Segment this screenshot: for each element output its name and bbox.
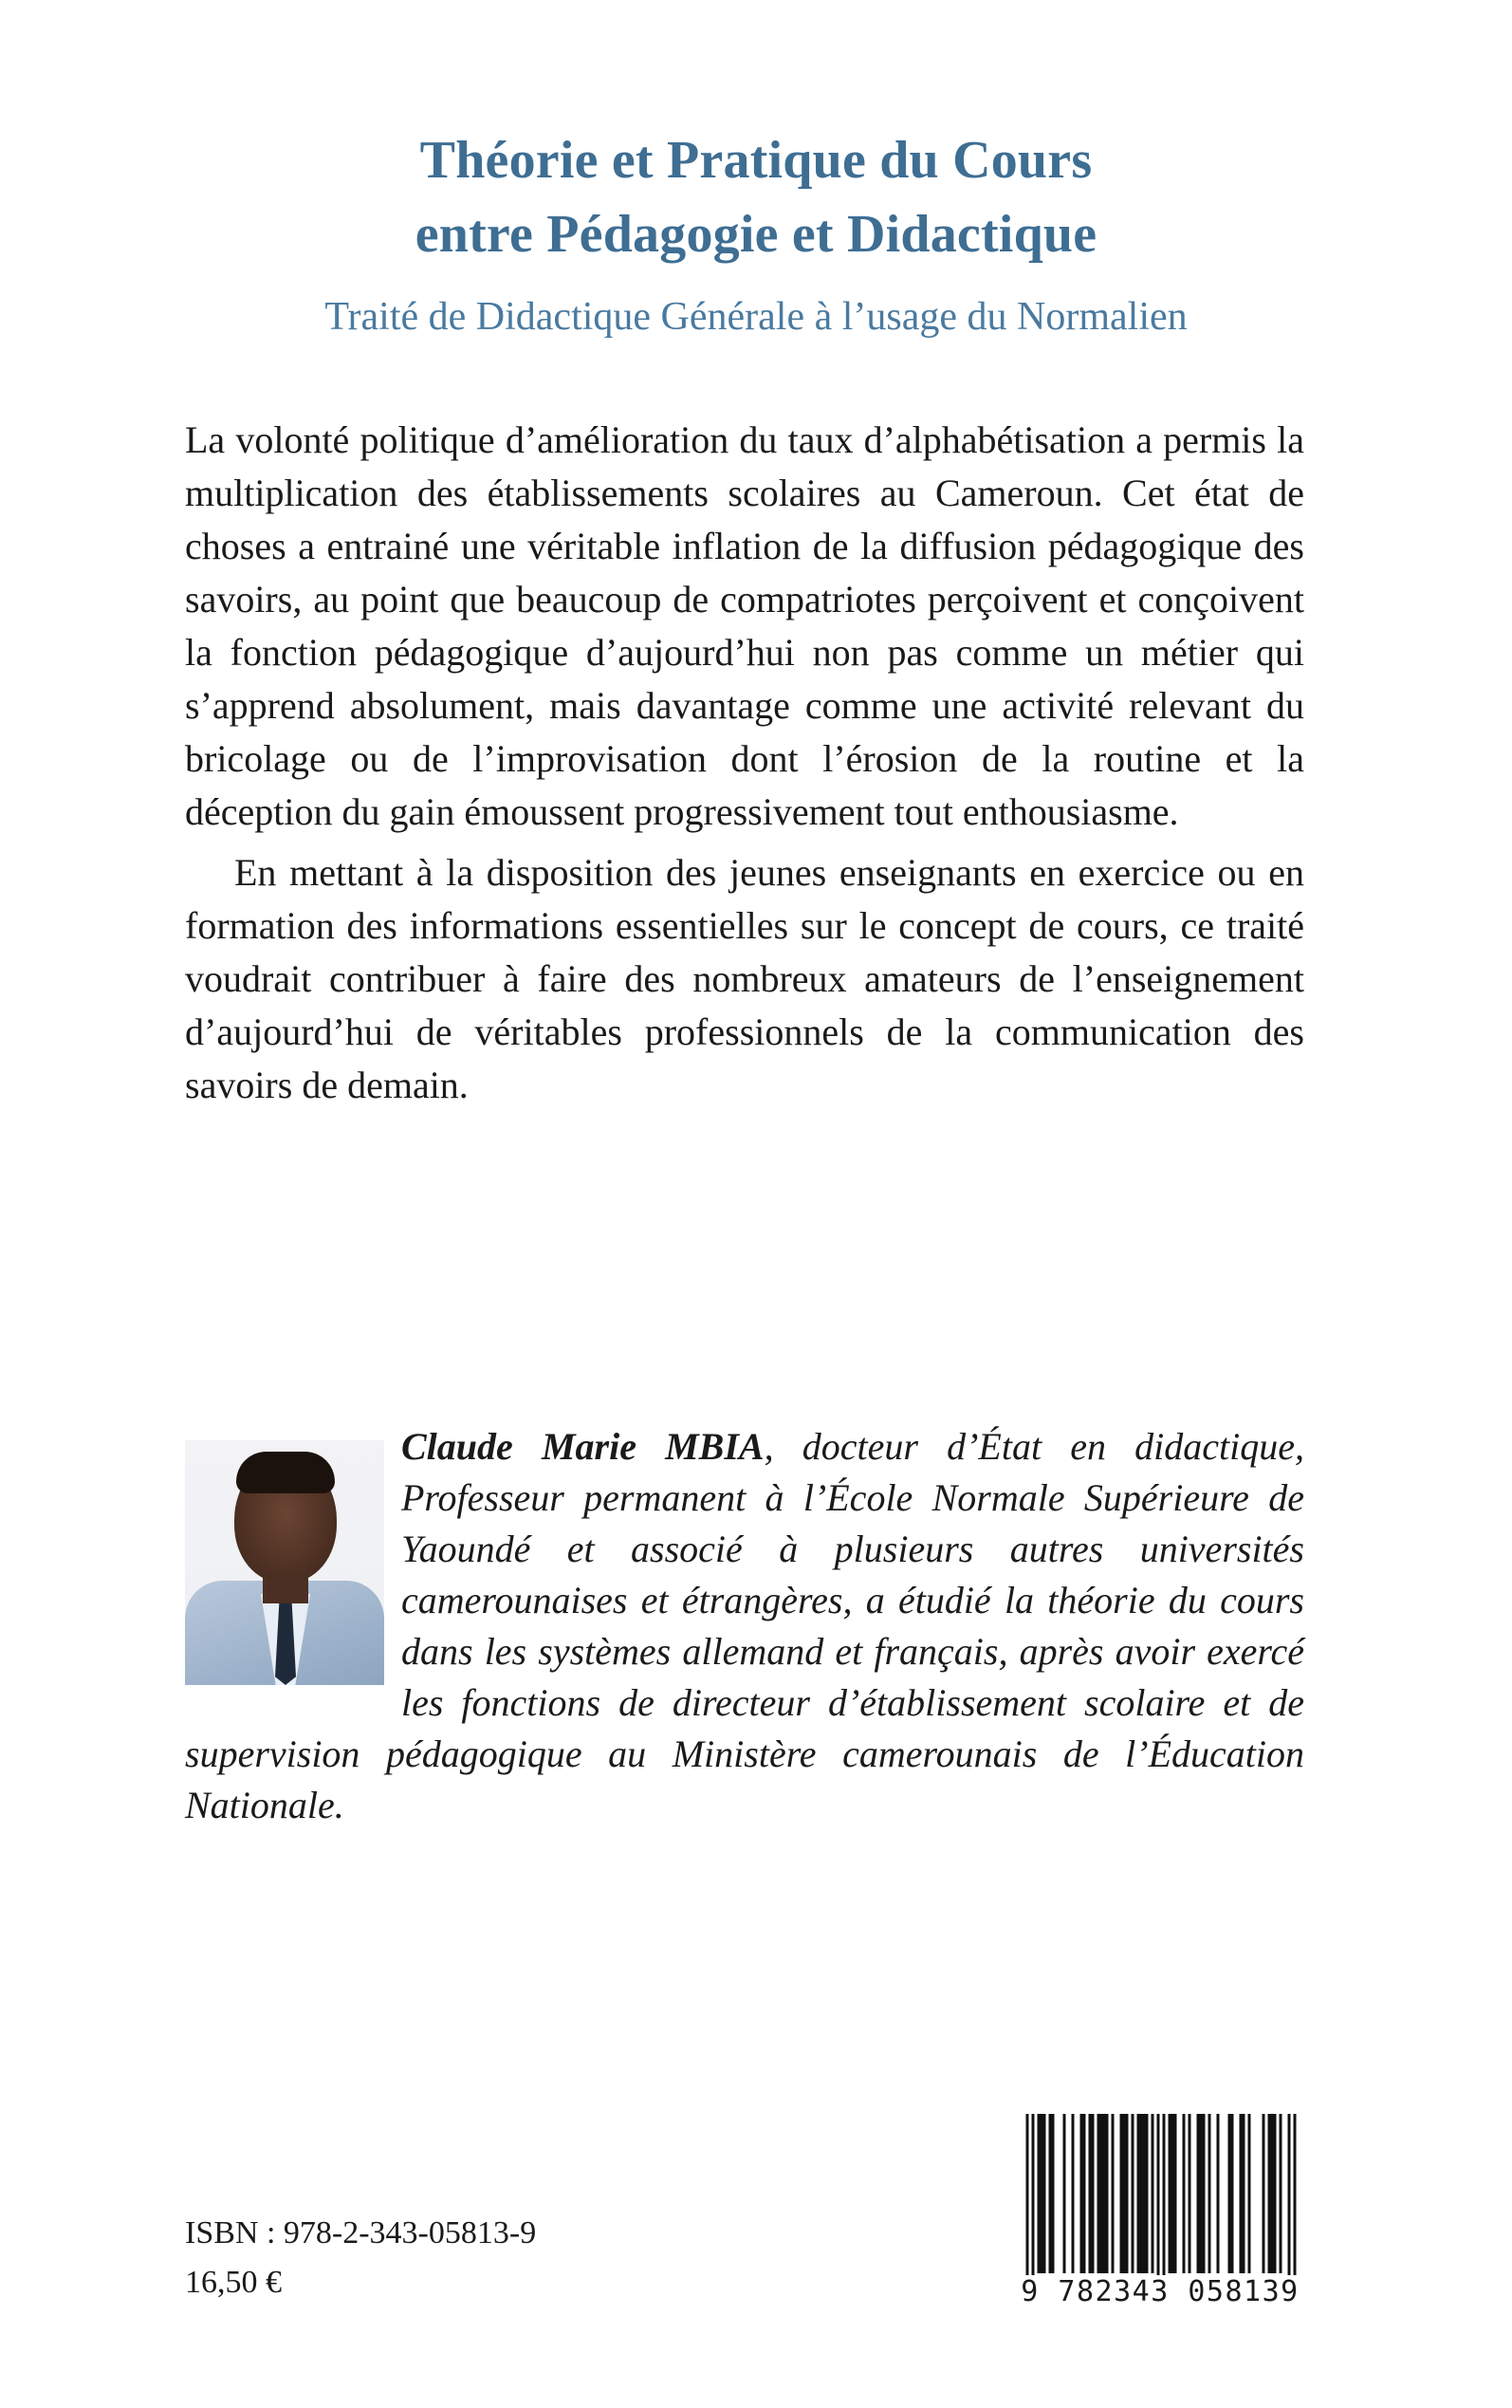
barcode-bar <box>1280 2114 1282 2273</box>
barcode-bar <box>1041 2114 1043 2273</box>
barcode-bar <box>1171 2114 1174 2273</box>
price: 16,50 € <box>185 2265 282 2300</box>
barcode-bar <box>1243 2114 1245 2273</box>
author-name: Claude Marie MBIA <box>401 1425 765 1468</box>
barcode-bar <box>1231 2114 1234 2273</box>
barcode-bar <box>1100 2114 1103 2273</box>
barcode-digits: 9 782343 058139 <box>1011 2275 1309 2309</box>
barcode-bar <box>1132 2114 1134 2273</box>
barcode-bar <box>1248 2114 1251 2273</box>
barcode-bar <box>1208 2114 1211 2273</box>
barcode-bar <box>1052 2114 1055 2273</box>
barcode-bar <box>1092 2114 1095 2273</box>
author-bio-text: , docteur d’État en didactique, Professeur permanent à l’École Normale Supérieure de Yaoundé et associé à plusieurs autres universités camerounaises et étrangères, a étudié la théorie du cours dans les systèmes allemand et français, après avoir exercé les fonctions de directeur d’établissement scolaire et de supervision pédagogique au Ministère camerounais de l’Éducation Nationale. <box>185 1425 1304 1826</box>
barcode-bar <box>1197 2114 1200 2273</box>
barcode-bar <box>1271 2114 1274 2273</box>
barcode-bar <box>1203 2114 1206 2273</box>
barcode-bar <box>1174 2114 1177 2273</box>
barcode-bar <box>1169 2114 1171 2273</box>
barcode-bar <box>1112 2114 1115 2273</box>
barcode-bar <box>1103 2114 1106 2273</box>
barcode-bar <box>1189 2114 1191 2273</box>
blurb <box>185 414 1304 1112</box>
isbn: ISBN : 978-2-343-05813-9 <box>185 2215 537 2251</box>
barcode-bar <box>1120 2114 1123 2273</box>
author-photo <box>185 1440 384 1685</box>
barcode-bar <box>1123 2114 1126 2273</box>
barcode-bar <box>1228 2114 1231 2273</box>
barcode-bar <box>1126 2114 1129 2273</box>
book-title-line-1: Théorie et Pratique du Cours <box>419 131 1093 190</box>
author-bio <box>185 1421 1304 1831</box>
barcode-bar <box>1080 2114 1083 2273</box>
barcode-bar <box>1140 2114 1143 2273</box>
barcode-bar <box>1137 2114 1140 2273</box>
barcode-bar <box>1106 2114 1109 2273</box>
barcode-bar <box>1083 2114 1086 2273</box>
title-block <box>0 123 1512 343</box>
barcode-bar <box>1263 2114 1265 2273</box>
barcode-bar <box>1152 2114 1154 2273</box>
book-subtitle: Traité de Didactique Générale à l’usage du Normalien <box>324 295 1188 339</box>
barcode-bar <box>1268 2114 1271 2273</box>
barcode-bar <box>1072 2114 1075 2273</box>
barcode-bar <box>1240 2114 1243 2273</box>
barcode-bar <box>1200 2114 1203 2273</box>
barcode-bar <box>1274 2114 1277 2273</box>
blurb-paragraph-1: La volonté politique d’amélioration du taux d’alphabétisation a permis la multiplication des établissements scolaires au Cameroun. Cet état de choses a entrainé une véritable inflation de la diffusion pédagogique des savoirs, au point que beaucoup de compatriotes perçoivent et conçoivent la fonction pédagogique d’aujourd’hui non pas comme un métier qui s’apprend absolument, mais davantage comme une activité relevant du bricolage ou de l’improvisation dont l’érosion de la routine et la déception du gain émoussent progressivement tout enthousiasme. <box>185 418 1304 833</box>
book-title-line-2: entre Pédagogie et Didactique <box>415 205 1097 264</box>
barcode-bar <box>1049 2114 1052 2273</box>
barcode-bar <box>1089 2114 1092 2273</box>
barcode-bar <box>1217 2114 1220 2273</box>
barcode-bar <box>1143 2114 1146 2273</box>
blurb-paragraph-2: En mettant à la disposition des jeunes enseignants en exercice ou en formation des informations essentielles sur le concept de cours, ce traité voudrait contribuer à faire des nombreux amateurs de l’enseignement d’aujourd’hui de véritables professionnels de la communication des savoirs de demain. <box>185 851 1304 1106</box>
barcode-bar <box>1038 2114 1041 2273</box>
barcode-bar <box>1063 2114 1066 2273</box>
barcode-bar <box>1183 2114 1186 2273</box>
barcode-bar <box>1043 2114 1046 2273</box>
barcode-bar <box>1097 2114 1100 2273</box>
barcode-bar <box>1146 2114 1149 2273</box>
